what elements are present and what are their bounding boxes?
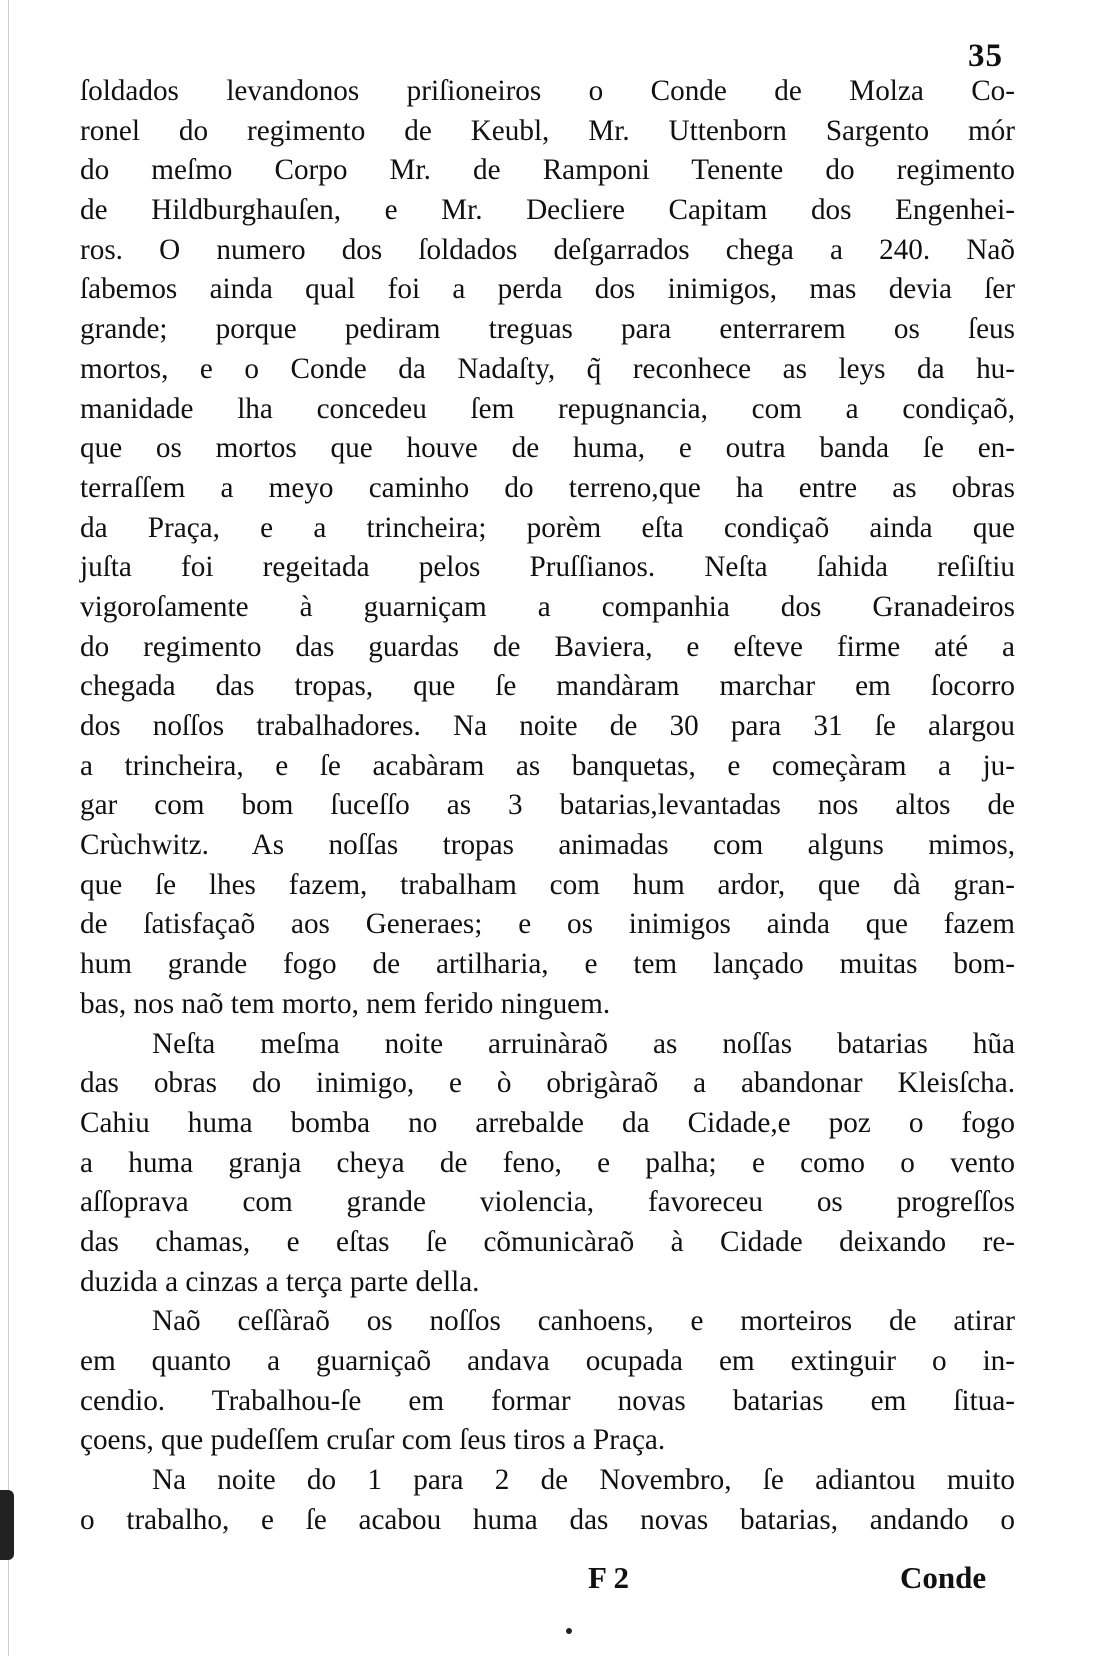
binding-shadow	[0, 1490, 14, 1560]
text-line: que os mortos que houve de huma, e outra banda ſe en-	[80, 432, 1015, 465]
text-line: Neſta meſma noite arruinàraõ as noſſas batarias hũa	[152, 1027, 1015, 1060]
text-line: mortos, e o Conde da Nadaſty, q̃ reconhece as leys da hu-	[80, 352, 1015, 385]
text-line: gar com bom ſuceſſo as 3 batarias,levantadas nos altos de	[80, 789, 1015, 822]
text-line: çoens, que pudeſſem cruſar com ſeus tiros a Praça.	[80, 1424, 666, 1457]
text-line: que ſe lhes fazem, trabalham com hum ardor, que dà gran-	[80, 868, 1015, 901]
paragraph-1	[80, 72, 1015, 1025]
text-line: das chamas, e eſtas ſe cõmunicàraõ à Cidade deixando re-	[80, 1225, 1015, 1258]
text-line: em quanto a guarniçaõ andava ocupada em extinguir o in-	[80, 1345, 1015, 1377]
text-line: das obras do inimigo, e ò obrigàraõ a abandonar Kleisſcha.	[80, 1067, 1015, 1100]
text-line: cendio. Trabalhou-ſe em formar novas batarias em ſitua-	[80, 1384, 1015, 1417]
text-line: a trincheira, e ſe acabàram as banquetas, e começàram a ju-	[80, 749, 1015, 782]
text-line: manidade lha concedeu ſem repugnancia, com a condiçaõ,	[80, 392, 1015, 425]
text-line: do regimento das guardas de Baviera, e eſteve firme até a	[80, 630, 1015, 663]
text-line: vigoroſamente à guarniçam a companhia dos Granadeiros	[80, 590, 1015, 623]
text-line: aſſoprava com grande violencia, favoreceu os progreſſos	[80, 1186, 1015, 1219]
text-line: ros. O numero dos ſoldados deſgarrados chega a 240. Naõ	[80, 233, 1015, 266]
text-line: terraſſem a meyo caminho do terreno,que ha entre as obras	[80, 471, 1015, 504]
text-line: Cahiu huma bomba no arrebalde da Cidade,e poz o fogo	[80, 1106, 1015, 1139]
paragraph-3	[80, 1302, 1015, 1461]
text-line: da Praça, e a trincheira; porèm eſta condiçaõ ainda que	[80, 511, 1015, 544]
text-line: juſta foi regeitada pelos Pruſſianos. Neſta ſahida reſiſtiu	[80, 551, 1015, 584]
text-line: de Hildburghauſen, e Mr. Decliere Capitam dos Engenhei-	[80, 194, 1015, 227]
text-line: a huma granja cheya de feno, e palha; e como o vento	[80, 1146, 1015, 1179]
page-number: 35	[968, 38, 1003, 74]
signature-mark: F 2	[588, 1560, 630, 1595]
text-line: chegada das tropas, que ſe mandàram marchar em ſocorro	[80, 670, 1015, 703]
text-line: hum grande fogo de artilharia, e tem lançado muitas bom-	[80, 948, 1015, 981]
text-line: Na noite do 1 para 2 de Novembro, ſe adiantou muito	[152, 1464, 1015, 1497]
text-line: dos noſſos trabalhadores. Na noite de 30 para 31 ſe alargou	[80, 710, 1015, 742]
text-line: duzida a cinzas a terça parte della.	[80, 1265, 480, 1298]
ink-speck	[566, 1628, 572, 1634]
paragraph-4	[80, 1461, 1015, 1540]
paragraph-2	[80, 1025, 1015, 1303]
text-line: ſabemos ainda qual foi a perda dos inimigos, mas devia ſer	[80, 273, 1015, 306]
page-edge	[8, 0, 9, 1656]
text-line: o trabalho, e ſe acabou huma das novas batarias, andando o	[80, 1503, 1015, 1536]
text-line: de ſatisfaçaõ aos Generaes; e os inimigos ainda que fazem	[80, 908, 1015, 941]
page-footer	[0, 1560, 1100, 1600]
text-line: bas, nos naõ tem morto, nem ferido ninguem.	[80, 987, 611, 1020]
body-text	[80, 72, 1015, 1540]
text-line: grande; porque pediram treguas para enterrarem os ſeus	[80, 313, 1015, 346]
text-line: Naõ ceſſàraõ os noſſos canhoens, e morteiros de atirar	[152, 1305, 1015, 1338]
catchword: Conde	[900, 1560, 987, 1595]
text-line: ſoldados levandonos priſioneiros o Conde de Molza Co-	[80, 75, 1015, 107]
text-line: ronel do regimento de Keubl, Mr. Uttenborn Sargento mór	[80, 114, 1015, 147]
text-line: do meſmo Corpo Mr. de Ramponi Tenente do regimento	[80, 154, 1015, 187]
text-line: Crùchwitz. As noſſas tropas animadas com alguns mimos,	[80, 829, 1015, 862]
